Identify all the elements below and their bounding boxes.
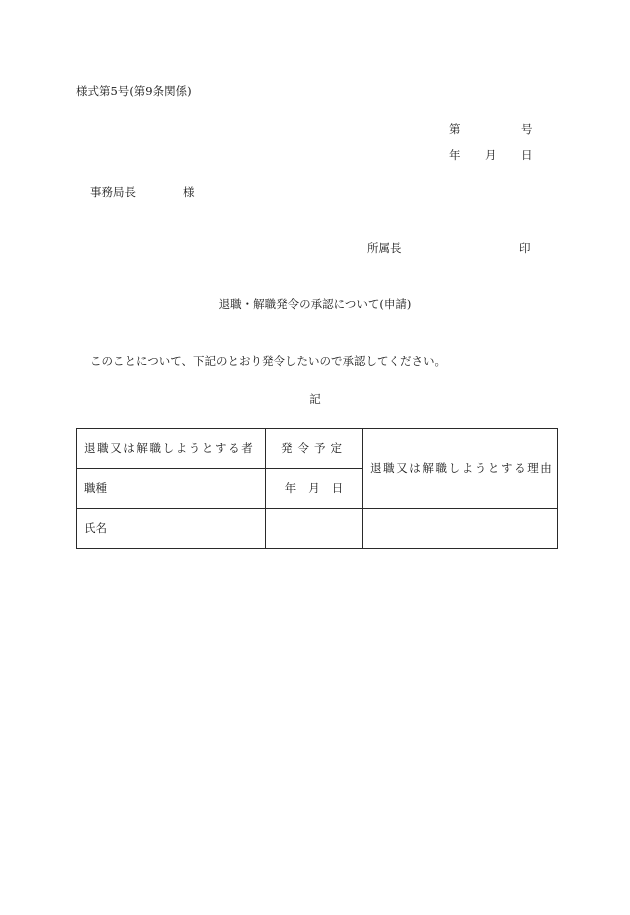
addressee-name: 事務局長 (90, 185, 136, 199)
date-year-label: 年 (449, 148, 461, 162)
job-type-cell: 職種 (77, 469, 266, 509)
form-number: 様式第5号(第9条関係) (76, 84, 192, 98)
schedule-date-cell (266, 469, 363, 509)
ki-heading: 記 (309, 392, 321, 406)
table-row (77, 429, 558, 469)
sender-title: 所属長 (367, 241, 402, 255)
date-month-label: 月 (485, 148, 497, 162)
seal-mark: 印 (519, 241, 531, 255)
table-row (77, 509, 558, 549)
document-title-text: 退職・解職発令の承認について(申請) (218, 297, 412, 311)
header-person-cell: 退職又は解職しようとする者 (77, 429, 266, 469)
header-schedule-cell: 発令予定 (266, 429, 363, 469)
doc-number-prefix: 第 (449, 122, 461, 136)
schedule-month-label: 月 (308, 480, 320, 495)
header-reason-cell: 退職又は解職しようとする理由 (363, 429, 558, 509)
doc-number-suffix: 号 (521, 122, 533, 136)
addressee-honorific: 様 (183, 185, 195, 199)
document-title (0, 299, 630, 311)
reason-empty-cell (363, 509, 558, 549)
date-day-label: 日 (521, 148, 533, 162)
schedule-empty-cell (266, 509, 363, 549)
body-text: このことについて、下記のとおり発令したいので承認してください。 (90, 354, 447, 368)
name-cell: 氏名 (77, 509, 266, 549)
schedule-day-label: 日 (331, 480, 344, 495)
application-table (76, 428, 558, 549)
schedule-year-label: 年 (284, 480, 297, 495)
